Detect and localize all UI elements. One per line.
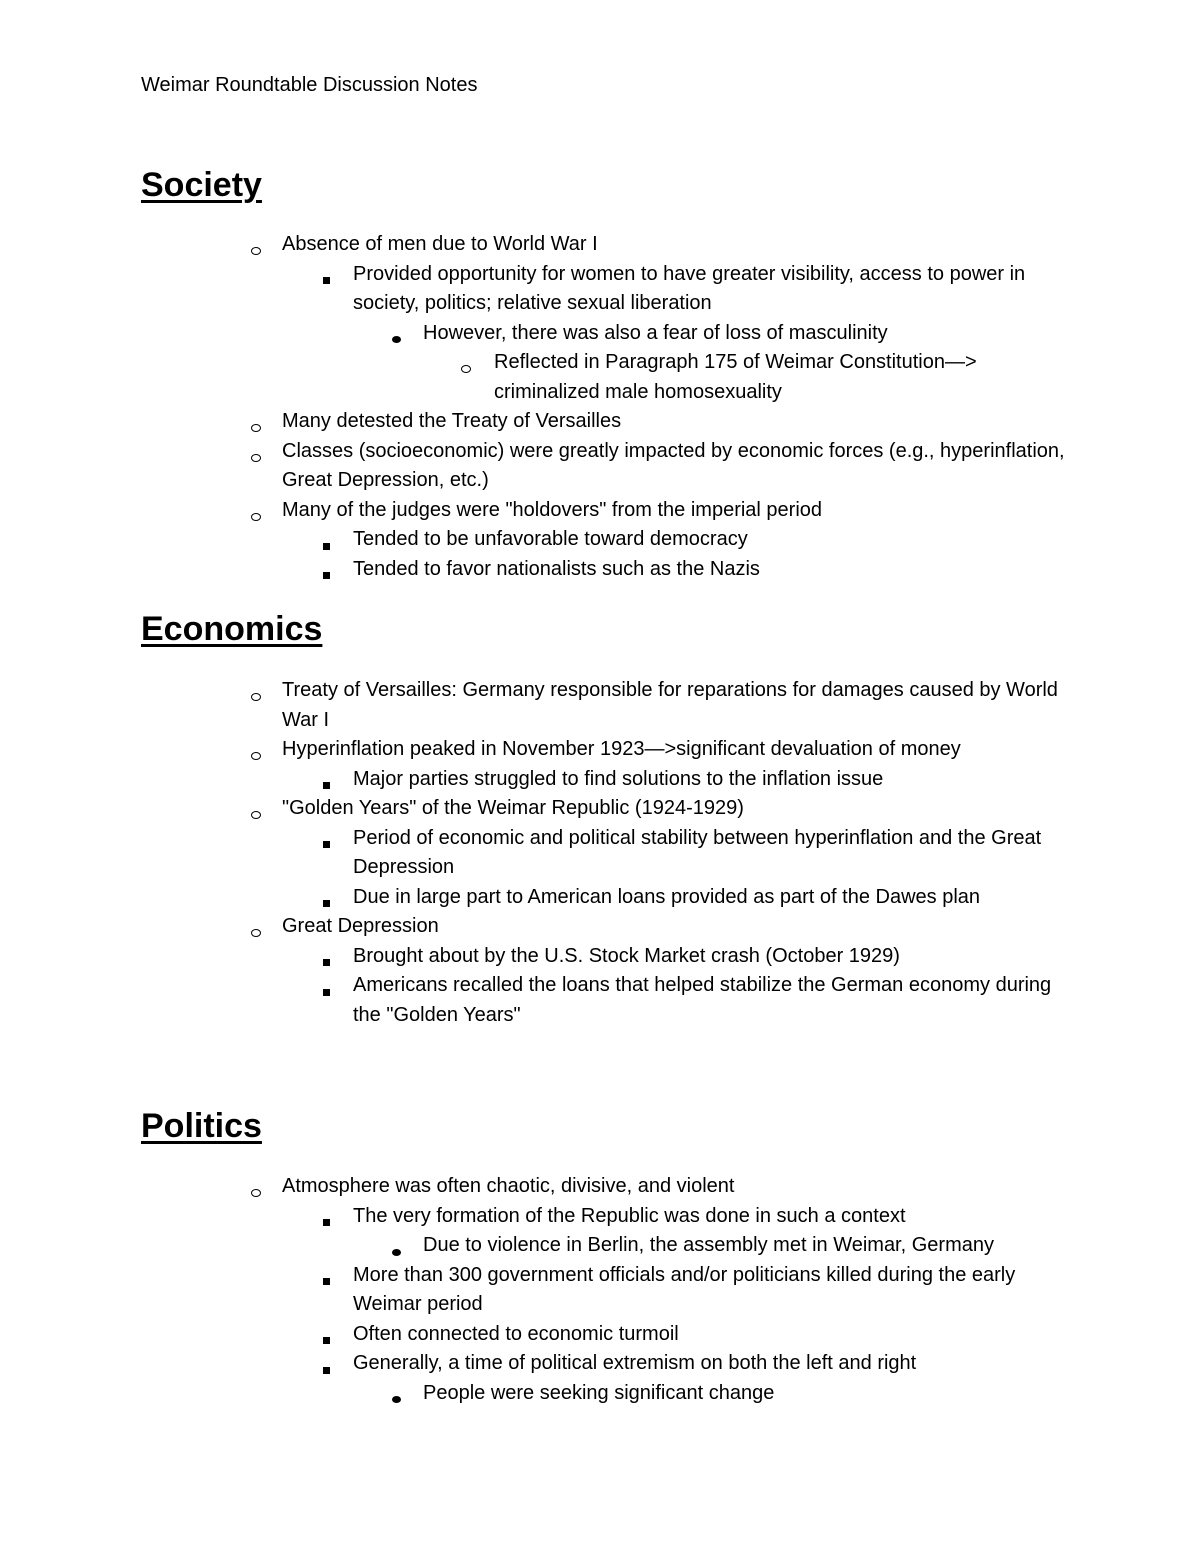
hollow-circle-bullet-icon — [246, 496, 266, 526]
square-bullet-icon — [316, 883, 336, 913]
hollow-circle-bullet-icon — [246, 407, 266, 437]
list-item-text: Period of economic and political stability between hyperinflation and the Great Depression — [353, 826, 1042, 878]
square-bullet-icon — [316, 525, 336, 555]
list-item-text: Great Depression — [282, 915, 439, 937]
list-item — [0, 407, 1200, 437]
list-item — [0, 1261, 1200, 1320]
list-item-text: Due in large part to American loans provided as part of the Dawes plan — [353, 885, 981, 908]
list-item — [0, 319, 1200, 349]
filled-dot-bullet-icon — [386, 1231, 406, 1261]
hollow-circle-bullet-icon — [246, 437, 266, 467]
square-bullet-icon — [316, 942, 336, 972]
list-item — [0, 260, 1200, 319]
list-item — [0, 496, 1200, 526]
square-bullet-icon — [316, 1320, 336, 1350]
list-item-text: Classes (socioeconomic) were greatly impacted by economic forces (e.g., hyperinflation, Great Depression, etc.) — [282, 439, 1065, 491]
list-item-text: Hyperinflation peaked in November 1923—>significant devaluation of money — [282, 738, 961, 760]
list-item-text: Brought about by the U.S. Stock Market crash (October 1929) — [353, 944, 900, 967]
list-item — [0, 525, 1200, 555]
list-item-text: Due to violence in Berlin, the assembly met in Weimar, Germany — [423, 1234, 994, 1256]
square-bullet-icon — [316, 260, 336, 290]
filled-dot-bullet-icon — [386, 1379, 406, 1409]
list-item — [0, 883, 1200, 913]
list-item-text: People were seeking significant change — [423, 1381, 775, 1404]
square-bullet-icon — [316, 1261, 336, 1291]
list-item-text: Tended to favor nationalists such as the Nazis — [353, 557, 760, 580]
list-item — [0, 794, 1200, 824]
square-bullet-icon — [316, 824, 336, 854]
list-item — [0, 555, 1200, 585]
list-item-text: Generally, a time of political extremism on both the left and right — [353, 1352, 917, 1374]
hollow-circle-bullet-icon — [246, 735, 266, 765]
section-heading-economics: Economics — [141, 610, 323, 648]
square-bullet-icon — [316, 555, 336, 585]
list-item-text: Treaty of Versailles: Germany responsible for reparations for damages caused by World War I — [282, 679, 1058, 731]
hollow-circle-bullet-icon — [246, 1172, 266, 1202]
square-bullet-icon — [316, 1349, 336, 1379]
list-item-text: Often connected to economic turmoil — [353, 1322, 679, 1345]
list-item — [0, 942, 1200, 972]
hollow-circle-bullet-icon — [456, 348, 476, 378]
hollow-circle-bullet-icon — [246, 676, 266, 706]
list-item-text: Provided opportunity for women to have greater visibility, access to power in society, politics; relative sexual liberation — [353, 262, 1026, 314]
list-item — [0, 676, 1200, 735]
square-bullet-icon — [316, 765, 336, 795]
list-item — [0, 912, 1200, 942]
list-item-text: "Golden Years" of the Weimar Republic (1924-1929) — [282, 797, 744, 819]
hollow-circle-bullet-icon — [246, 794, 266, 824]
document-title: Weimar Roundtable Discussion Notes — [141, 74, 478, 96]
list-item — [0, 765, 1200, 795]
bullet-list — [0, 676, 1200, 1030]
list-item-text: More than 300 government officials and/or politicians killed during the early Weimar period — [353, 1263, 1016, 1315]
list-item-text: Many of the judges were "holdovers" from the imperial period — [282, 498, 823, 521]
list-item-text: Atmosphere was often chaotic, divisive, and violent — [282, 1175, 735, 1197]
list-item-text: Major parties struggled to find solutions to the inflation issue — [353, 767, 884, 790]
list-item — [0, 1231, 1200, 1261]
list-item-text: However, there was also a fear of loss of masculinity — [423, 321, 888, 344]
list-item — [0, 230, 1200, 260]
bullet-list — [0, 1172, 1200, 1408]
square-bullet-icon — [316, 1202, 336, 1232]
bullet-list — [0, 230, 1200, 584]
list-item — [0, 1172, 1200, 1202]
list-item-text: The very formation of the Republic was done in such a context — [353, 1204, 906, 1227]
list-item — [0, 1349, 1200, 1379]
section-heading-society: Society — [141, 166, 262, 204]
list-item-text: Americans recalled the loans that helped stabilize the German economy during the "Golden Years" — [353, 974, 1052, 1026]
list-item-text: Tended to be unfavorable toward democracy — [353, 528, 748, 550]
list-item-text: Many detested the Treaty of Versailles — [282, 410, 622, 432]
list-item — [0, 824, 1200, 883]
list-item — [0, 735, 1200, 765]
section-heading-politics: Politics — [141, 1107, 262, 1145]
list-item — [0, 437, 1200, 496]
list-item — [0, 1202, 1200, 1232]
list-item — [0, 1379, 1200, 1409]
list-item-text: Reflected in Paragraph 175 of Weimar Constitution—> criminalized male homosexuality — [494, 351, 977, 403]
hollow-circle-bullet-icon — [246, 912, 266, 942]
list-item — [0, 1320, 1200, 1350]
square-bullet-icon — [316, 971, 336, 1001]
list-item-text: Absence of men due to World War I — [282, 233, 598, 255]
filled-dot-bullet-icon — [386, 319, 406, 349]
hollow-circle-bullet-icon — [246, 230, 266, 260]
list-item — [0, 971, 1200, 1030]
list-item — [0, 348, 1200, 407]
